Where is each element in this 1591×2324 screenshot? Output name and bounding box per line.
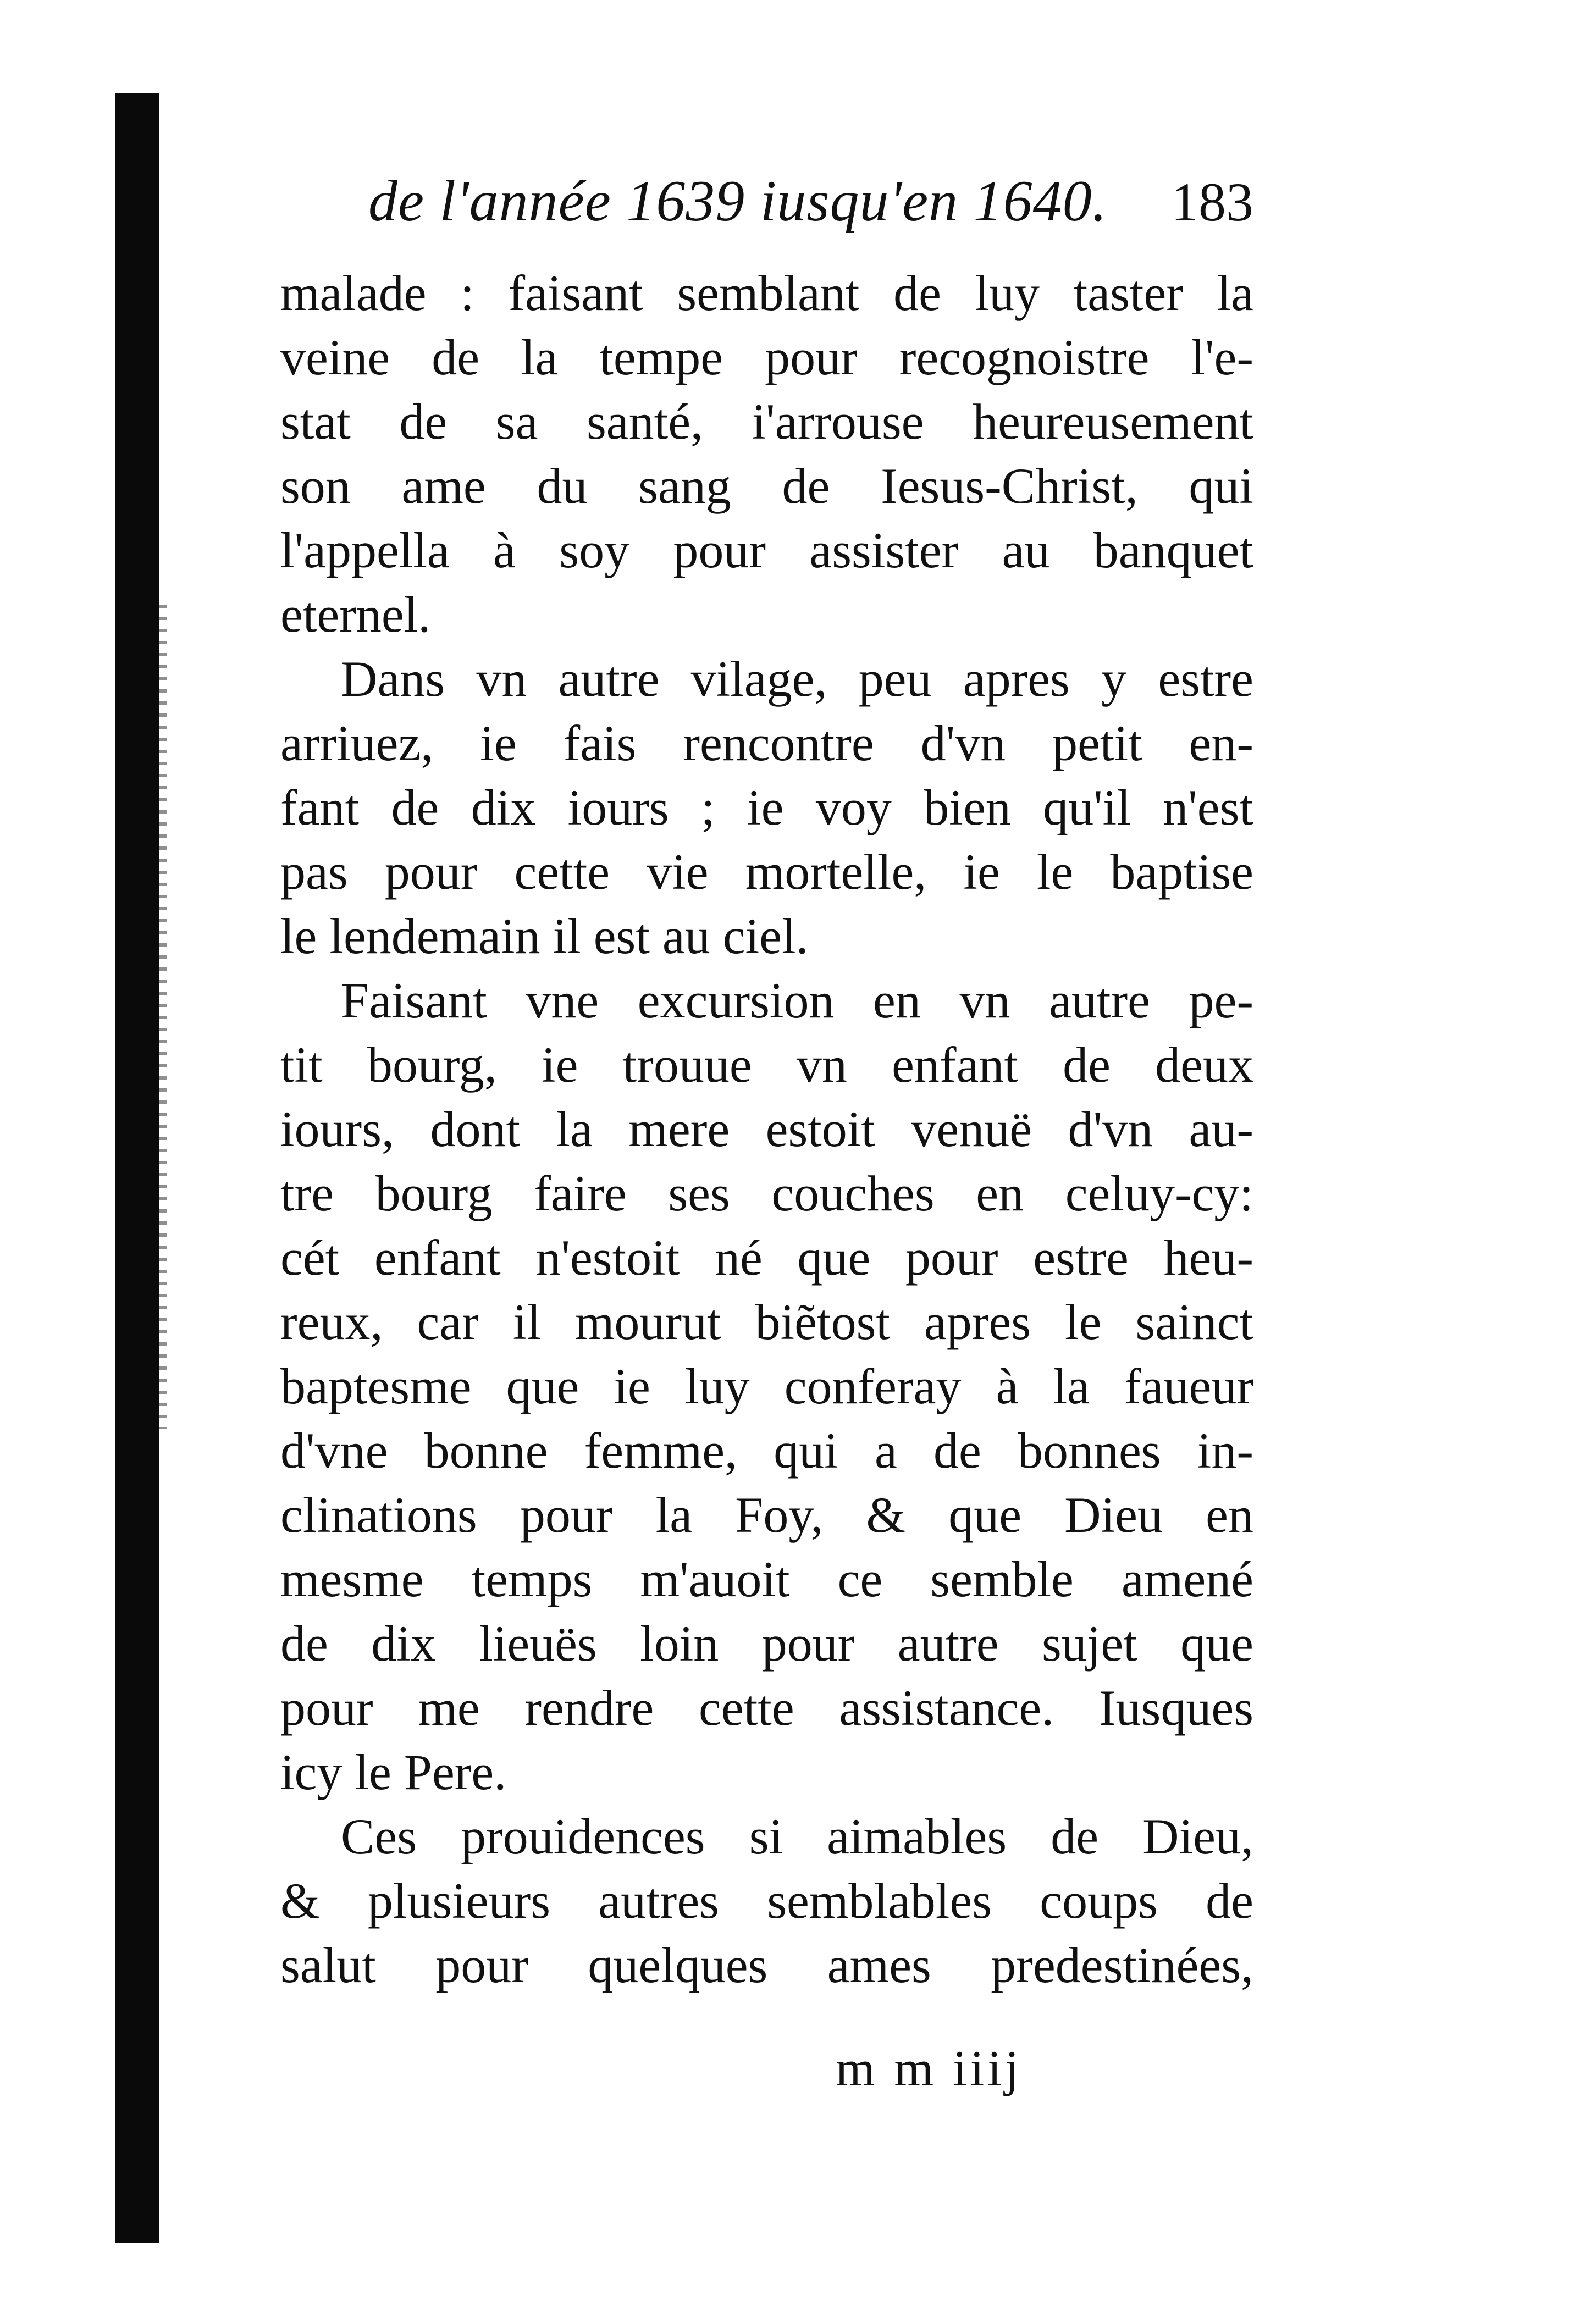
paragraph-first-line: Faisant vne excursion en vn autre pe-	[341, 972, 1253, 1028]
text-line: arriuez, ie fais rencontre d'vn petit en-	[280, 715, 1253, 771]
text-line: malade : faisant semblant de luy taster la	[280, 265, 1253, 321]
text-line: d'vne bonne femme, qui a de bonnes in-	[280, 1423, 1253, 1479]
page-header	[368, 168, 1253, 267]
text-line: baptesme que ie luy conferay à la faueur	[280, 1358, 1253, 1414]
page-number: 183	[1171, 171, 1253, 233]
text-line: veine de la tempe pour recognoistre l'e-	[280, 329, 1253, 385]
text-line: l'appella à soy pour assister au banquet	[280, 522, 1253, 578]
text-line: iours, dont la mere estoit venuë d'vn au-	[280, 1101, 1253, 1157]
text-line: pour me rendre cette assistance. Iusques	[280, 1680, 1253, 1736]
signature-mark: m m iiij	[836, 2040, 1023, 2096]
text-line: reux, car il mourut biẽtost apres le sainct	[280, 1294, 1253, 1350]
text-line: pas pour cette vie mortelle, ie le baptise	[280, 844, 1253, 900]
binding-edge	[115, 93, 159, 2243]
text-line: clinations pour la Foy, & que Dieu en	[280, 1487, 1253, 1543]
text-line: & plusieurs autres semblables coups de	[280, 1873, 1253, 1929]
text-line: tre bourg faire ses couches en celuy-cy:	[280, 1165, 1253, 1221]
body-text	[280, 261, 1253, 1997]
running-title: de l'année 1639 iusqu'en 1640.	[368, 169, 1108, 233]
text-line: son ame du sang de Iesus-Christ, qui	[280, 458, 1253, 514]
text-line: icy le Pere.	[280, 1744, 507, 1800]
text-line: fant de dix iours ; ie voy bien qu'il n'est	[280, 779, 1253, 835]
text-line: eternel.	[280, 586, 431, 643]
text-line: tit bourg, ie trouue vn enfant de deux	[280, 1037, 1253, 1093]
text-line: mesme temps m'auoit ce semble amené	[280, 1551, 1253, 1607]
paragraph-first-line: Ces prouidences si aimables de Dieu,	[341, 1808, 1253, 1864]
text-line: cét enfant n'estoit né que pour estre heu-	[280, 1230, 1253, 1286]
binding-speckle	[159, 605, 167, 1429]
text-line: stat de sa santé, i'arrouse heureusement	[280, 394, 1253, 450]
text-line: salut pour quelques ames predestinées,	[280, 1937, 1253, 1993]
paragraph-first-line: Dans vn autre vilage, peu apres y estre	[341, 651, 1253, 707]
text-line: de dix lieuës loin pour autre sujet que	[280, 1615, 1253, 1672]
text-line: le lendemain il est au ciel.	[280, 908, 809, 964]
